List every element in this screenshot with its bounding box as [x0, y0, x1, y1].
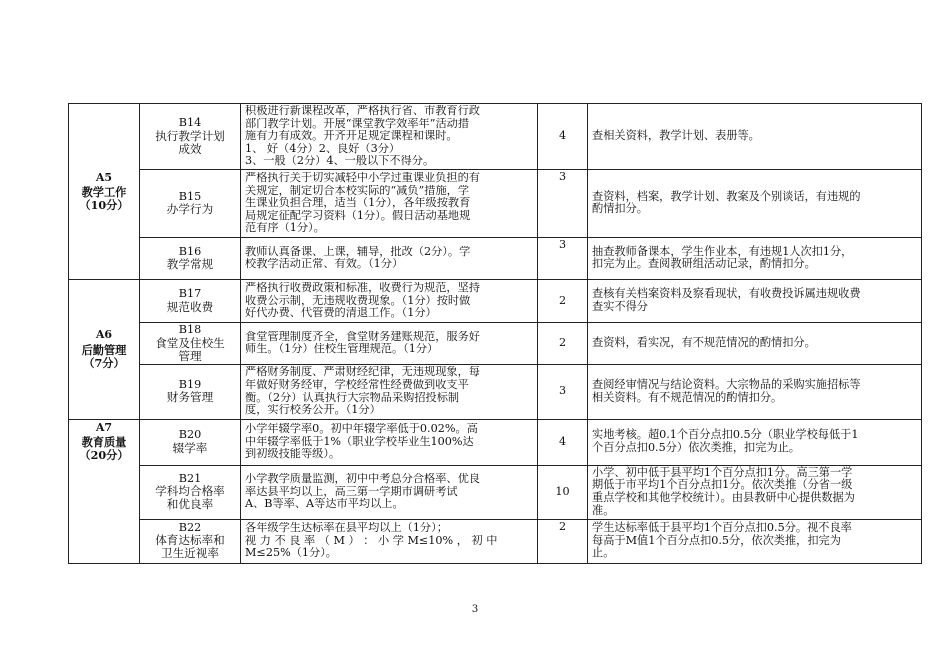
item-name-line: 体育达标率和 [155, 533, 225, 548]
item-code: B15 [178, 189, 202, 203]
table-row [69, 237, 922, 279]
item-code: B20 [178, 428, 202, 442]
criteria-line: 积极进行新课程改革，严格执行省、市教育行政 [245, 105, 480, 117]
score-cell: 2 [538, 519, 588, 563]
method-line: 查资料，档案，教学计划、教案及个别谈话，有违规的 [592, 189, 861, 203]
criteria-line: 局规定征配学习资料（1分）。假日活动基地规 [245, 209, 471, 222]
item-name-line: 规范收费 [166, 299, 214, 314]
method-cell [588, 322, 922, 364]
criteria-line: 好代办费、代管费的清退工作。（1分） [245, 307, 437, 320]
score-cell: 4 [538, 104, 588, 170]
method-line: 每高于M值1个百分点扣0.5分，依次类推，扣完为 [592, 533, 841, 547]
method-line: 期低于市平均1个百分点扣1分。依次类推（分省一级 [592, 478, 853, 492]
criteria-line: 严格执行关于切实减轻中小学过重课业负担的有 [245, 171, 480, 184]
method-line: 准。 [592, 503, 615, 517]
item-name-line: 财务管理 [166, 390, 214, 405]
method-line: 小学、初中低于县平均1个百分点扣1分。高三第一学 [592, 465, 853, 479]
score-cell: 10 [538, 465, 588, 519]
category-title: 教育质量 [81, 435, 127, 450]
criteria-line: 收费公示制，无违规收费现象。（1分）按时做 [245, 294, 471, 307]
criteria-cell [241, 169, 538, 237]
table-row [69, 169, 922, 237]
criteria-cell [241, 519, 538, 563]
criteria-line: 衡。（2分）认真执行大宗物品采购招投标制 [245, 391, 460, 404]
criteria-line: 各年级学生达标率在县平均以上（1分）； [245, 522, 448, 535]
item-name-line: 和优良率 [166, 497, 214, 512]
score-cell: 2 [538, 322, 588, 364]
item-code: B14 [178, 116, 202, 130]
criteria-line: 率达县平均以上，高三第一学期市调研考试 [245, 485, 458, 498]
score-cell: 3 [538, 237, 588, 279]
category-points: （7分） [83, 355, 125, 370]
item-cell [140, 322, 241, 364]
item-cell [140, 279, 241, 322]
method-line: 查相关资料，教学计划、表册等。 [592, 129, 760, 143]
criteria-line: 部门教学计划。开展“课堂教学效率年”活动措 [245, 117, 470, 130]
criteria-line: 范有序（1分）。 [245, 222, 325, 235]
method-line: 扣完为止。查阅教研组活动记录，酌情扣分。 [592, 257, 816, 271]
category-code: A6 [95, 328, 113, 342]
category-title: 教学工作 [81, 185, 127, 200]
criteria-line: 食堂管理制度齐全，食堂财务建账规范，服务好 [245, 330, 480, 343]
item-cell [140, 364, 241, 419]
score-cell: 4 [538, 419, 588, 465]
criteria-line: 度，实行校务公开。（1分） [245, 404, 381, 417]
criteria-line: 严格执行收费政策和标准，收费行为规范，坚持 [245, 282, 480, 295]
page-number: 3 [471, 604, 479, 615]
category-title: 后勤管理 [81, 342, 127, 357]
method-line: 查阅经审情况与结论资料。大宗物品的采购实施招标等 [592, 377, 861, 391]
item-code: B17 [178, 287, 202, 301]
method-line: 查核有关档案资料及察看现状，有收费投诉属违规收费 [592, 287, 861, 301]
table-row [69, 419, 922, 465]
method-cell [588, 279, 922, 322]
method-line: 实地考核。超0.1个百分点扣0.5分（职业学校每低于1 [592, 428, 859, 442]
score-cell: 3 [538, 169, 588, 237]
score-cell: 2 [538, 279, 588, 322]
item-code: B18 [178, 322, 202, 336]
method-cell [588, 519, 922, 563]
criteria-line: 小学年辍学率0。初中年辍学率低于0.02%。高 [245, 423, 478, 436]
category-cell [69, 419, 140, 563]
item-cell [140, 465, 241, 519]
criteria-line: 严格财务制度、严肃财经纪律，无违规现象，每 [245, 366, 480, 379]
method-cell [588, 465, 922, 519]
category-cell [69, 104, 140, 280]
criteria-line: 到初级技能等级）。 [245, 448, 341, 461]
method-line: 查资料，看实况，有不规范情况的酌情扣分。 [592, 335, 816, 349]
method-line: 相关资料。有不规范情况的酌情扣分。 [592, 390, 783, 404]
criteria-line: 1、 好（4分）2、良好（3分） [245, 142, 401, 155]
item-name-line: 卫生近视率 [161, 546, 219, 561]
evaluation-table [68, 103, 922, 564]
method-line: 查实不得分 [592, 299, 648, 313]
criteria-line: 师生。（1分）住校生管理规范。（1分） [245, 343, 439, 356]
method-line: 酌情扣分。 [592, 202, 648, 216]
criteria-line: 关规定，制定切合本校实际的“减负”措施，学 [245, 184, 470, 197]
evaluation-table-body [69, 104, 922, 564]
item-name-line: 食堂及住校生 [155, 335, 225, 350]
criteria-cell [241, 279, 538, 322]
item-cell [140, 519, 241, 563]
criteria-line: 小学教学质量监测，初中中考总分合格率、优良 [245, 473, 480, 486]
table-row [69, 465, 922, 519]
method-cell [588, 419, 922, 465]
item-name-line: 管理 [178, 348, 202, 363]
method-line: 个百分点扣0.5分）依次类推，扣完为止。 [592, 441, 800, 455]
table-row [69, 519, 922, 563]
item-name-line: 成效 [178, 141, 202, 156]
method-line: 学生达标率低于县平均1个百分点扣0.5分。视不良率 [592, 521, 852, 535]
method-line: 止。 [592, 546, 615, 560]
category-code: A5 [95, 170, 113, 184]
method-cell [588, 364, 922, 419]
item-code: B16 [178, 244, 202, 258]
item-cell [140, 237, 241, 279]
criteria-cell [241, 237, 538, 279]
criteria-line: 施有力有成效。开齐开足规定课程和课时。 [245, 130, 458, 143]
item-cell [140, 169, 241, 237]
method-cell [588, 104, 922, 170]
category-cell [69, 279, 140, 419]
item-cell [140, 104, 241, 170]
category-code: A7 [95, 420, 113, 434]
criteria-line: 中年辍学率低于1%（职业学校毕业生100%达 [245, 435, 474, 448]
table-row [69, 364, 922, 419]
item-name-line: 学科均合格率 [155, 484, 225, 499]
table-row [69, 279, 922, 322]
item-cell [140, 419, 241, 465]
criteria-line: 校教学活动正常、有效。（1分） [245, 258, 404, 271]
criteria-line: 年做好财务经审，学校经常性经费做到收支平 [245, 378, 469, 391]
criteria-line: 教师认真备课、上课，辅导，批改（2分）。学 [245, 245, 471, 258]
method-line: 重点学校和其他学校统计）。由县教研中心提供数据为 [592, 491, 855, 505]
method-cell [588, 237, 922, 279]
criteria-cell [241, 419, 538, 465]
criteria-line: 3、一般（2分）4、一般以下不得分。 [245, 155, 435, 168]
criteria-line: M≤25%（1分）。 [245, 547, 337, 560]
item-name-line: 执行教学计划 [155, 128, 225, 143]
category-points: （10分） [79, 197, 129, 212]
criteria-cell [241, 322, 538, 364]
criteria-cell [241, 465, 538, 519]
criteria-cell [241, 364, 538, 419]
criteria-line: 视 力 不 良 率 （ M ） ： 小 学 M≤10% ， 初 中 [245, 534, 498, 547]
criteria-line: A、B等率、A等达市平均以上。 [245, 498, 404, 511]
method-line: 抽查教师备课本，学生作业本，有违规1人次扣1分， [592, 244, 853, 258]
table-row [69, 104, 922, 170]
criteria-line: 生课业负担合理，适当（1分），各年级按教育 [245, 197, 471, 210]
item-name-line: 辍学率 [172, 440, 208, 455]
table-row [69, 322, 922, 364]
item-code: B21 [178, 471, 202, 485]
criteria-cell [241, 104, 538, 170]
item-code: B19 [178, 377, 202, 391]
score-cell: 3 [538, 364, 588, 419]
item-name-line: 教学常规 [166, 257, 214, 272]
category-points: （20分） [79, 447, 129, 462]
method-cell [588, 169, 922, 237]
item-code: B22 [178, 520, 202, 534]
item-name-line: 办学行为 [166, 202, 214, 217]
